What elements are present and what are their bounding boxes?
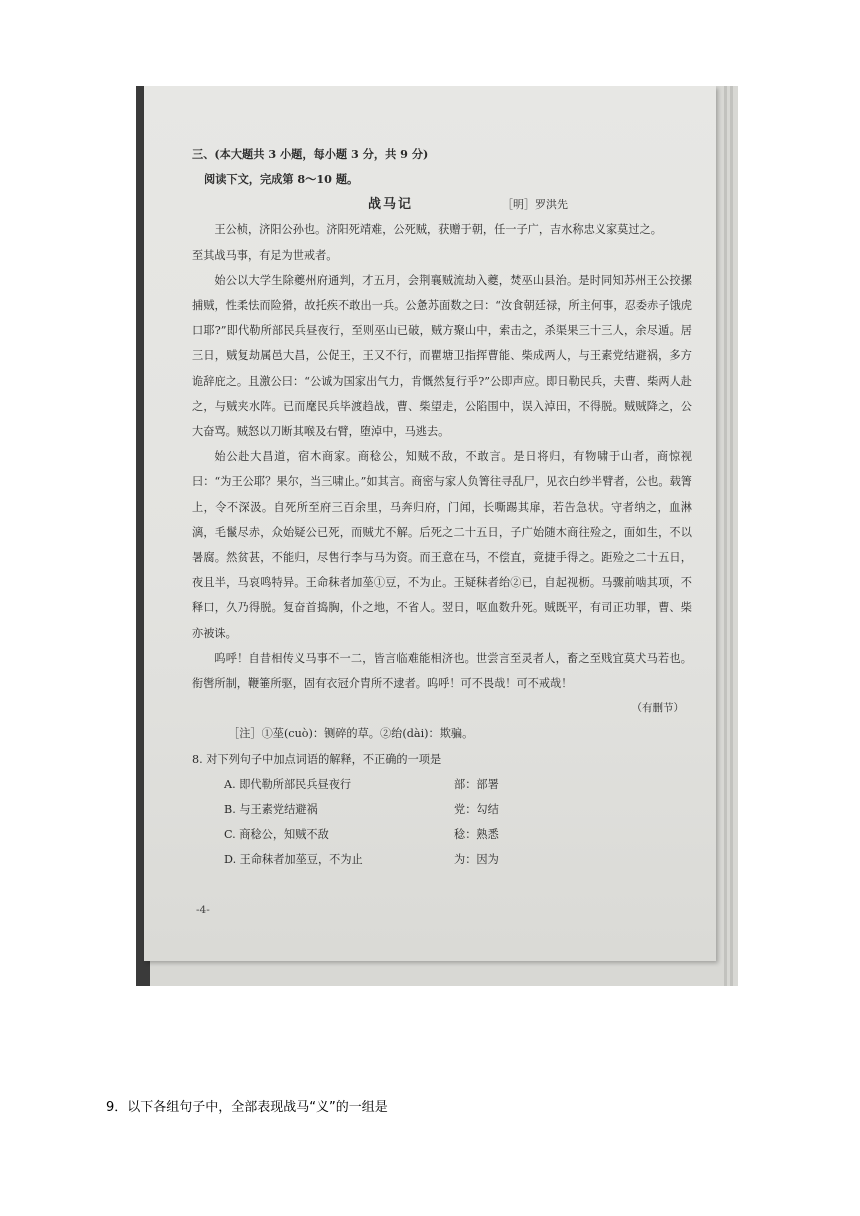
question-8-stem: 8. 对下列句子中加点词语的解释，不正确的一项是 (192, 752, 442, 766)
option-definition: 为：因为 (454, 852, 499, 866)
reading-instruction: 阅读下文，完成第 8～10 题。 (204, 172, 359, 187)
question-9-stem: 9．以下各组句子中，全部表现战马“义”的一组是 (106, 1100, 388, 1115)
title-row (192, 192, 692, 217)
question-8-option (192, 822, 692, 847)
option-sentence: A. 即代勒所部民兵昼夜行 (224, 777, 352, 791)
passage-paragraph: 始公赴大昌道，宿木商家。商稔公，知贼不敌，不敢言。是日将归，有物啸于山者，商惊视曰：“为王公耶？果尔，当三啸止。”如其言。商密与家人负箐往寻乱尸，见衣白纱半臂者，公也。载箐上，令不深汲。自死所至府三百余里，马奔归府，门闻，长嘶踢其扉，若告急状。守者纳之，血淋漓，毛鬣尽赤，众始疑公已死，而贼尤不解。后死之二十五日，子广始随木商往殓之，面如生，不以暑腐。然贫甚，不能归，尽售行李与马为资。而王意在马，不偿直，竟捷手得之。距殓之二十五日，夜且半，马哀鸣特异。王命秣者加莝①豆，不为止。王疑秣者绐②已，自起视枥。马骤前啮其项，不释口，久乃得脱。复奋首捣胸，仆之地，不省人。翌日，呕血数升死。贼既平，有司正功罪，曹、柴亦被诛。 (192, 450, 692, 640)
scanned-exam-photo (136, 86, 738, 986)
option-sentence: B. 与王素党结避祸 (224, 802, 318, 816)
abridged-credit: （有删节） (631, 702, 684, 715)
passage-title: 战马记 (368, 197, 414, 213)
page-number: -4- (196, 904, 210, 916)
paper-edge (724, 86, 727, 986)
option-definition: 稔：熟悉 (454, 827, 499, 841)
footnote: ［注］①莝(cuò)：铡碎的草。②绐(dài)：欺骗。 (228, 727, 474, 741)
option-definition: 党：勾结 (454, 802, 499, 816)
question-8-option (192, 772, 692, 797)
option-sentence: C. 商稔公，知贼不敌 (224, 827, 329, 841)
section-heading: 三、(本大题共 3 小题，每小题 3 分，共 9 分) (192, 147, 429, 161)
exam-content (192, 142, 692, 872)
passage-paragraph: 始公以大学生除夔州府通判，才五月，会荆襄贼流劫入夔，焚巫山县治。是时同知苏州王公挍摞捕贼，性柔怯而险猾，故托疾不敢出一兵。公惫苏面数之曰：“汝食朝廷禄，所主何事，忍委赤子饿虎口耶?”即代勒所部民兵昼夜行，至则巫山已破，贼方聚山中，索击之，杀渠果三十三人，余尽遁。居三日，贼复劫属邑大昌，公促王，王又不行，而瞿塘卫指挥曹能、柴成两人，与王素党结避祸，多方诡辞庇之。且激公曰：“公诚为国家出气力，肯慨然复行乎?”公即声应。即日勒民兵，夫曹、柴两人赴之，与贼夹水阵。已而麾民兵毕渡趋战，曹、柴望走，公陷围中，误入淖田，不得脱。贼贼降之，公大奋骂。贼怒以刀断其喉及右臂，堕淖中，马逃去。 (192, 273, 692, 439)
option-definition: 部：部署 (454, 777, 499, 791)
question-8-option (192, 847, 692, 872)
option-sentence: D. 王命秣者加莝豆，不为止 (224, 852, 363, 866)
passage-author: ［明］罗洪先 (502, 198, 568, 212)
passage-paragraph: 呜呼！自昔相传义马事不一二，皆言临难能相济也。世尝言至灵者人，畜之至贱宜莫犬马若也。衔辔所制，鞭箠所驱，固有衣冠介胄所不逮者。呜呼！可不畏哉！可不戒哉！ (192, 651, 692, 691)
passage-paragraph: 至其战马事，有足为世戒者。 (192, 248, 338, 262)
exam-page (144, 86, 716, 961)
passage-paragraph: 王公桢，济阳公孙也。济阳死靖难，公死贼，获赠于朝，任一子广，吉水称忠义家莫过之。 (214, 223, 662, 237)
question-8-option (192, 797, 692, 822)
paper-edge (730, 86, 733, 986)
